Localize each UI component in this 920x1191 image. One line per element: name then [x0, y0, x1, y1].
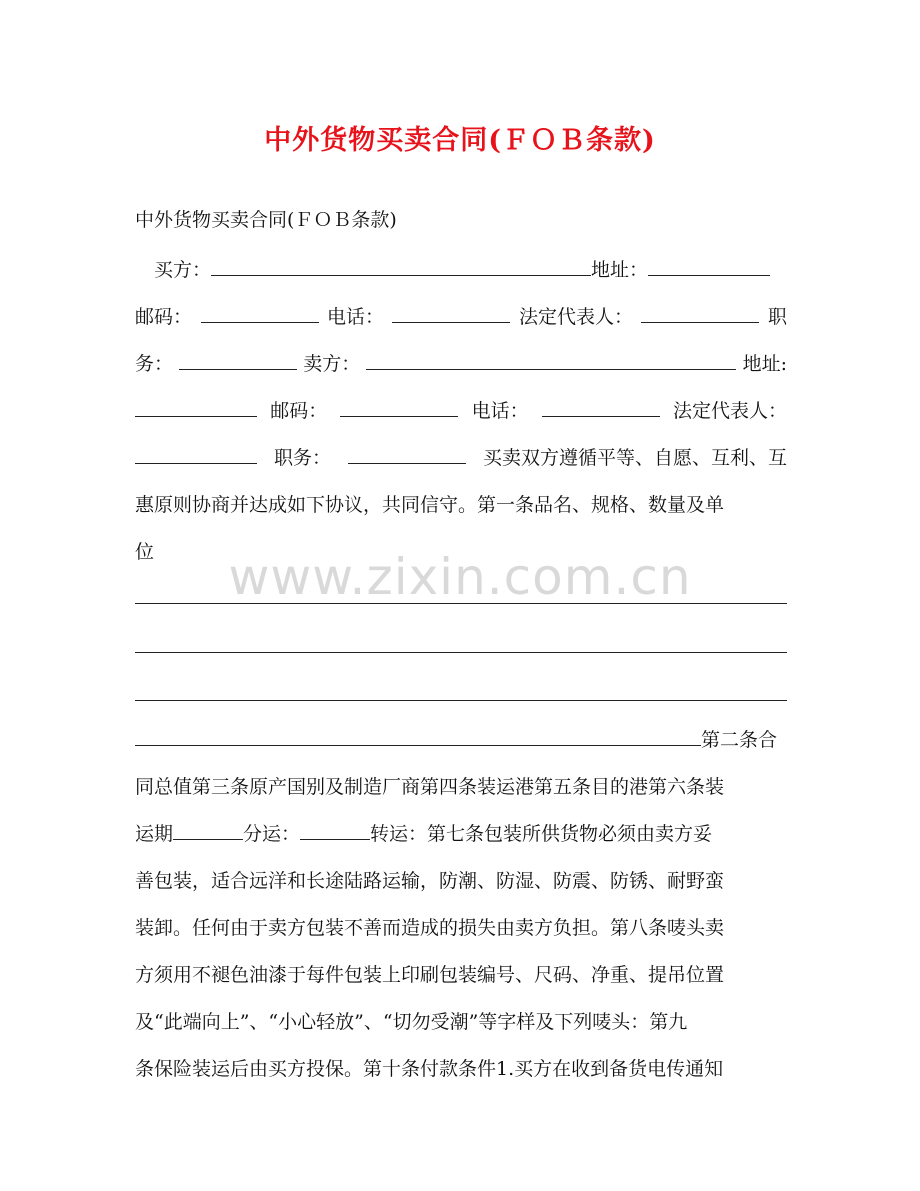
article2-line — [135, 725, 787, 755]
fill-in-rule — [135, 700, 787, 701]
body-line: 及“此端向上”、“小心轻放”、“切勿受潮”等字样及下列唛头：第九 — [135, 1011, 688, 1033]
contact-line — [135, 302, 787, 332]
address2-blank — [135, 396, 257, 417]
seller-label: 卖方： — [303, 353, 361, 375]
fill-in-rule — [135, 603, 787, 604]
fill-in-rule — [135, 652, 787, 653]
legal-rep2-label: 法定代表人： — [672, 400, 787, 422]
seller-blank — [366, 349, 736, 370]
body-line: 同总值第三条原产国别及制造厂商第四条装运港第五条目的港第六条装 — [135, 776, 725, 798]
partial-shipment-label: 分运： — [243, 823, 301, 845]
buyer-blank — [211, 255, 591, 276]
address-label: 地址： — [591, 259, 649, 281]
legal-rep2-blank — [135, 443, 257, 464]
position-label-part2: 务： — [135, 353, 174, 375]
article2-label: 第二条合 — [701, 729, 778, 751]
article7-text: 第七条包装所供货物必须由卖方妥 — [427, 823, 713, 845]
position2-label: 职务： — [273, 447, 331, 469]
watermark: www.zixin.com.cn — [228, 548, 692, 606]
address-blank — [648, 255, 770, 276]
seller-contact-line — [135, 396, 787, 426]
position-label-part1: 职 — [767, 306, 787, 328]
partial-shipment-blank — [300, 819, 370, 840]
shipment-period-blank — [173, 819, 243, 840]
body-line: 善包装，适合远洋和长途陆路运输，防潮、防湿、防震、防锈、耐野蛮 — [135, 870, 725, 892]
phone-blank — [392, 302, 510, 323]
principle-text: 买卖双方遵循平等、自愿、互利、互 — [482, 447, 787, 469]
position-blank — [179, 349, 297, 370]
body-line: 装卸。任何由于卖方包装不善而造成的损失由卖方负担。第八条唛头卖 — [135, 917, 725, 939]
document-subtitle: 中外货物买卖合同(ＦＯＢ条款) — [135, 209, 397, 231]
legal-rep-label: 法定代表人： — [518, 306, 633, 328]
body-line: 方须用不褪色油漆于每件包装上印刷包装编号、尺码、净重、提吊位置 — [135, 964, 725, 986]
body-line: 条保险装运后由买方投保。第十条付款条件1.买方在收到备货电传通知 — [135, 1058, 724, 1080]
address2-label: 地址: — [742, 353, 787, 375]
postcode2-label: 邮码： — [270, 400, 328, 422]
transshipment-label: 转运： — [370, 823, 428, 845]
legal-rep-blank — [641, 302, 759, 323]
shipment-line — [135, 819, 787, 849]
body-line: 位 — [135, 541, 155, 563]
postcode2-blank — [340, 396, 458, 417]
position2-blank — [348, 443, 466, 464]
postcode-label: 邮码： — [135, 306, 193, 328]
buyer-label: 买方： — [154, 259, 212, 281]
shipment-period-label: 运期 — [135, 823, 174, 845]
phone-label: 电话： — [326, 306, 384, 328]
postcode-blank — [201, 302, 319, 323]
document-title: 中外货物买卖合同(ＦＯＢ条款) — [264, 125, 656, 156]
buyer-line — [135, 255, 787, 285]
article1-blank — [135, 725, 701, 746]
principle-line — [135, 443, 787, 473]
body-line: 惠原则协商并达成如下协议，共同信守。第一条品名、规格、数量及单 — [135, 494, 725, 516]
phone2-label: 电话： — [471, 400, 529, 422]
seller-line — [135, 349, 787, 379]
phone2-blank — [542, 396, 660, 417]
